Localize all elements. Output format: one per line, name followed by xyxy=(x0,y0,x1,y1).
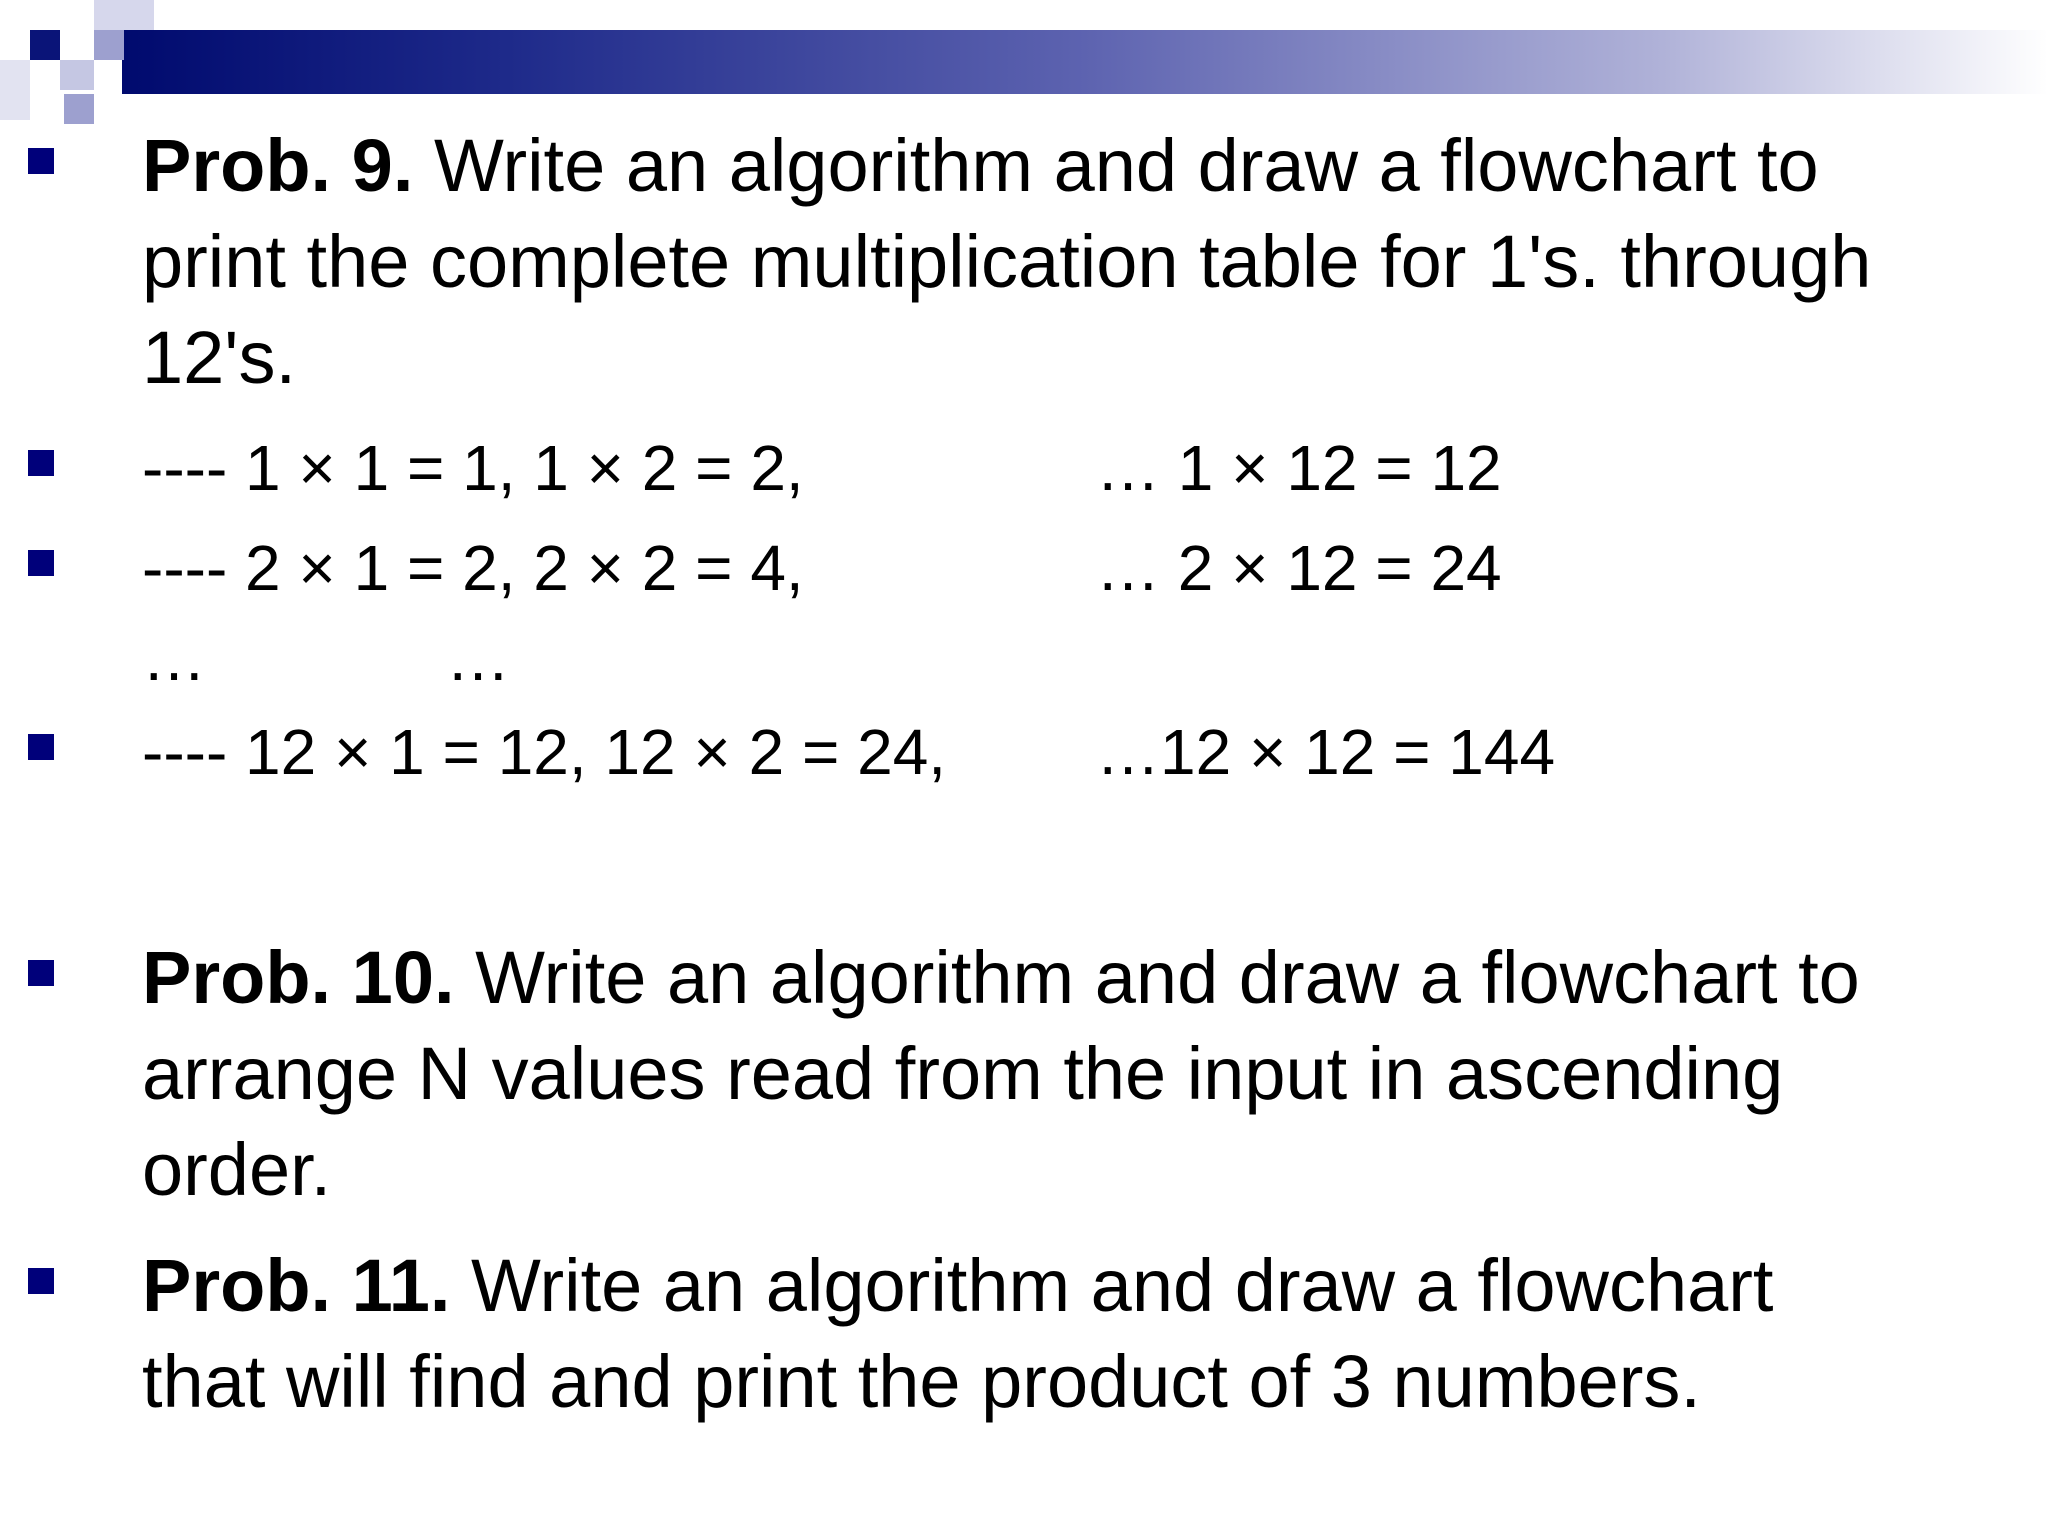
prob11-line1 xyxy=(142,1238,1773,1334)
prob11-text: Write an algorithm and draw a flowchart xyxy=(450,1244,1774,1327)
table-row-2-left: ---- 2 × 1 = 2, 2 × 2 = 4, xyxy=(142,532,804,604)
bullet-icon xyxy=(28,148,54,174)
table-row-1-left: ---- 1 × 1 = 1, 1 × 2 = 2, xyxy=(142,432,804,504)
bullet-icon xyxy=(28,960,54,986)
prob9-line1 xyxy=(142,118,1819,214)
bullet-icon xyxy=(28,550,54,576)
table-row-3-left: … xyxy=(142,622,206,694)
table-row-4-left: ---- 12 × 1 = 12, 12 × 2 = 24, xyxy=(142,716,947,788)
bullet-icon xyxy=(28,734,54,760)
prob10-line3: order. xyxy=(142,1128,332,1211)
prob9-line3: 12's. xyxy=(142,316,296,399)
prob10-label: Prob. 10. xyxy=(142,936,455,1019)
bullet-icon xyxy=(28,1268,54,1294)
bullet-icon xyxy=(28,450,54,476)
prob10-line1 xyxy=(142,930,1860,1026)
table-row-3-right: … xyxy=(446,622,510,694)
prob9-label: Prob. 9. xyxy=(142,124,414,207)
table-row-2-right: … 2 × 12 = 24 xyxy=(1096,532,1502,604)
prob11-label: Prob. 11. xyxy=(142,1244,451,1327)
table-row-4-right: …12 × 12 = 144 xyxy=(1096,716,1556,788)
table-row-1-right: … 1 × 12 = 12 xyxy=(1096,432,1502,504)
prob10-text: Write an algorithm and draw a flowchart to xyxy=(454,936,1860,1019)
prob10-line2: arrange N values read from the input in ascending xyxy=(142,1032,1784,1115)
prob9-line2: print the complete multiplication table for 1's. through xyxy=(142,220,1872,303)
prob11-line2: that will find and print the product of 3 numbers. xyxy=(142,1340,1701,1423)
prob9-text: Write an algorithm and draw a flowchart to xyxy=(413,124,1819,207)
